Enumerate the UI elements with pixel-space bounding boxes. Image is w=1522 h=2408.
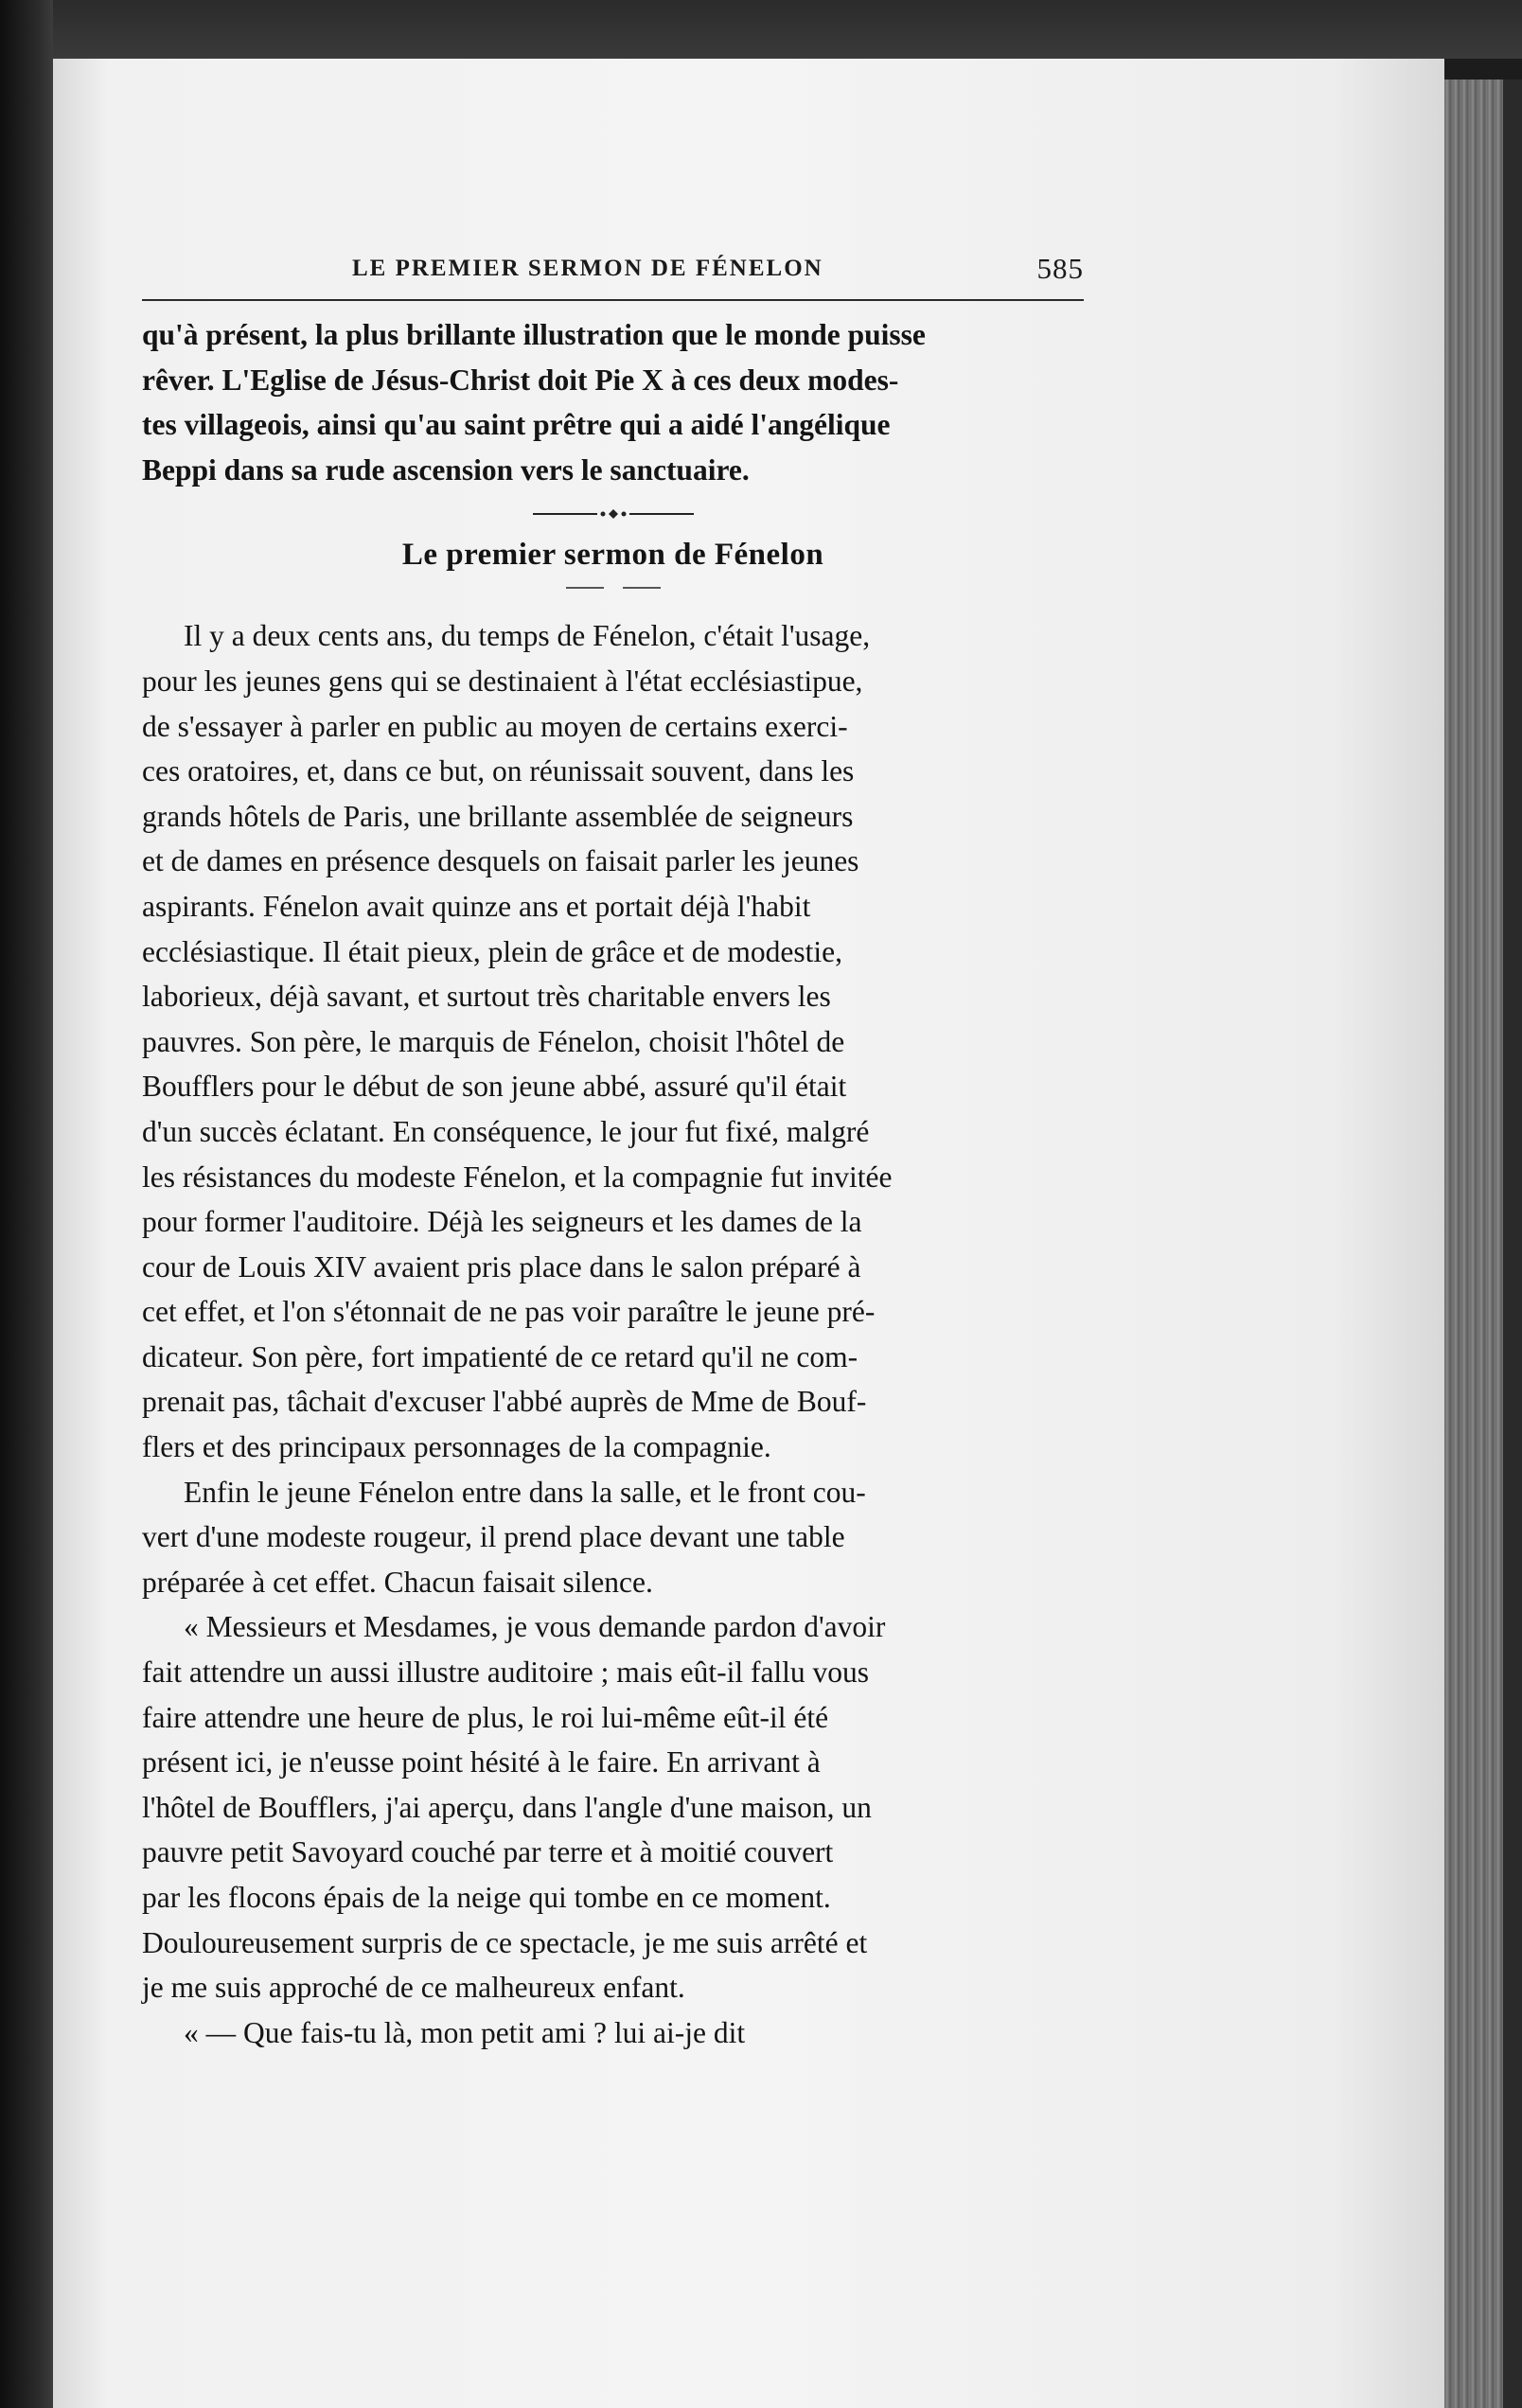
text-line: rêver. L'Eglise de Jésus-Christ doit Pie X à ces deux modes- <box>142 363 899 397</box>
text-line: « Messieurs et Mesdames, je vous demande pardon d'avoir <box>184 1610 886 1644</box>
text-line: Boufflers pour le début de son jeune abbé, assuré qu'il était <box>142 1070 847 1104</box>
text-line: ecclésiastique. Il était pieux, plein de grâce et de modestie, <box>142 934 842 968</box>
text-line: laborieux, déjà savant, et surtout très charitable envers les <box>142 980 831 1014</box>
text-line: faire attendre une heure de plus, le roi lui-même eût-il été <box>142 1700 829 1734</box>
book-binding-shadow <box>0 0 53 2408</box>
text-line: par les flocons épais de la neige qui tombe en ce moment. <box>142 1881 831 1914</box>
text-line: et de dames en présence desquels on faisait parler les jeunes <box>142 844 859 878</box>
text-line: pauvres. Son père, le marquis de Fénelon, choisit l'hôtel de <box>142 1024 845 1058</box>
text-line: ces oratoires, et, dans ce but, on réunissait souvent, dans les <box>142 754 855 788</box>
paragraph <box>142 1470 1084 1605</box>
paragraph <box>142 1604 1084 2010</box>
body-text <box>142 613 1084 2055</box>
text-line: « — Que fais-tu là, mon petit ami ? lui ai-je dit <box>184 2015 746 2049</box>
text-line: présent ici, je n'eusse point hésité à le faire. En arrivant à <box>142 1745 821 1779</box>
text-line: l'hôtel de Boufflers, j'ai aperçu, dans l'angle d'une maison, un <box>142 1790 872 1824</box>
text-line: flers et des principaux personnages de la compagnie. <box>142 1430 771 1464</box>
text-line: dicateur. Son père, fort impatienté de ce retard qu'il ne com- <box>142 1339 858 1373</box>
running-head <box>142 237 1084 285</box>
text-line: vert d'une modeste rougeur, il prend place devant une table <box>142 1520 845 1554</box>
text-line: préparée à cet effet. Chacun faisait silence. <box>142 1565 653 1599</box>
carryover-paragraph <box>142 312 1084 492</box>
text-line: cour de Louis XIV avaient pris place dans le salon préparé à <box>142 1249 861 1284</box>
text-line: aspirants. Fénelon avait quinze ans et portait déjà l'habit <box>142 889 811 923</box>
text-line: prenait pas, tâchait d'excuser l'abbé auprès de Mme de Bouf- <box>142 1385 867 1419</box>
section-title: Le premier sermon de Fénelon <box>401 538 824 573</box>
small-rule-icon <box>566 581 661 594</box>
fleuron-rule-icon <box>533 507 694 521</box>
text-line: Douloureusement surpris de ce spectacle, je me suis arrêté et <box>142 1925 868 1959</box>
text-line: tes villageois, ainsi qu'au saint prêtre qui a aidé l'angélique <box>142 408 891 442</box>
text-line: pauvre petit Savoyard couché par terre et à moitié couvert <box>142 1835 834 1869</box>
text-line: cet effet, et l'on s'étonnait de ne pas voir paraître le jeune pré- <box>142 1295 876 1329</box>
text-line: de s'essayer à parler en public au moyen de certains exerci- <box>142 709 848 743</box>
section-divider-ornament <box>142 500 1084 528</box>
text-line: les résistances du modeste Fénelon, et la compagnie fut invitée <box>142 1160 893 1194</box>
title-underline-ornament <box>142 575 1084 600</box>
text-line: Enfin le jeune Fénelon entre dans la salle, et le front cou- <box>184 1475 866 1509</box>
text-line: fait attendre un aussi illustre auditoire ; mais eût-il fallu vous <box>142 1656 870 1690</box>
page-number: 585 <box>1036 252 1084 285</box>
text-line: qu'à présent, la plus brillante illustration que le monde puisse <box>142 318 926 351</box>
paragraph <box>142 2010 1084 2056</box>
page-content <box>142 237 1084 2055</box>
text-line: d'un succès éclatant. En conséquence, le jour fut fixé, malgré <box>142 1114 870 1148</box>
text-line: pour former l'auditoire. Déjà les seigneurs et les dames de la <box>142 1205 862 1239</box>
text-line: pour les jeunes gens qui se destinaient à l'état ecclésiastipue, <box>142 664 863 698</box>
stacked-page-edges <box>1444 80 1522 2408</box>
text-line: grands hôtels de Paris, une brillante assemblée de seigneurs <box>142 799 854 833</box>
text-line: Beppi dans sa rude ascension vers le sanctuaire. <box>142 452 750 487</box>
text-line: Il y a deux cents ans, du temps de Fénelon, c'était l'usage, <box>184 619 871 653</box>
paragraph <box>142 613 1084 1469</box>
header-rule <box>142 299 1084 301</box>
text-line: je me suis approché de ce malheureux enfant. <box>142 1971 685 2005</box>
top-background <box>53 0 1522 59</box>
running-title: LE PREMIER SERMON DE FÉNELON <box>352 256 823 281</box>
